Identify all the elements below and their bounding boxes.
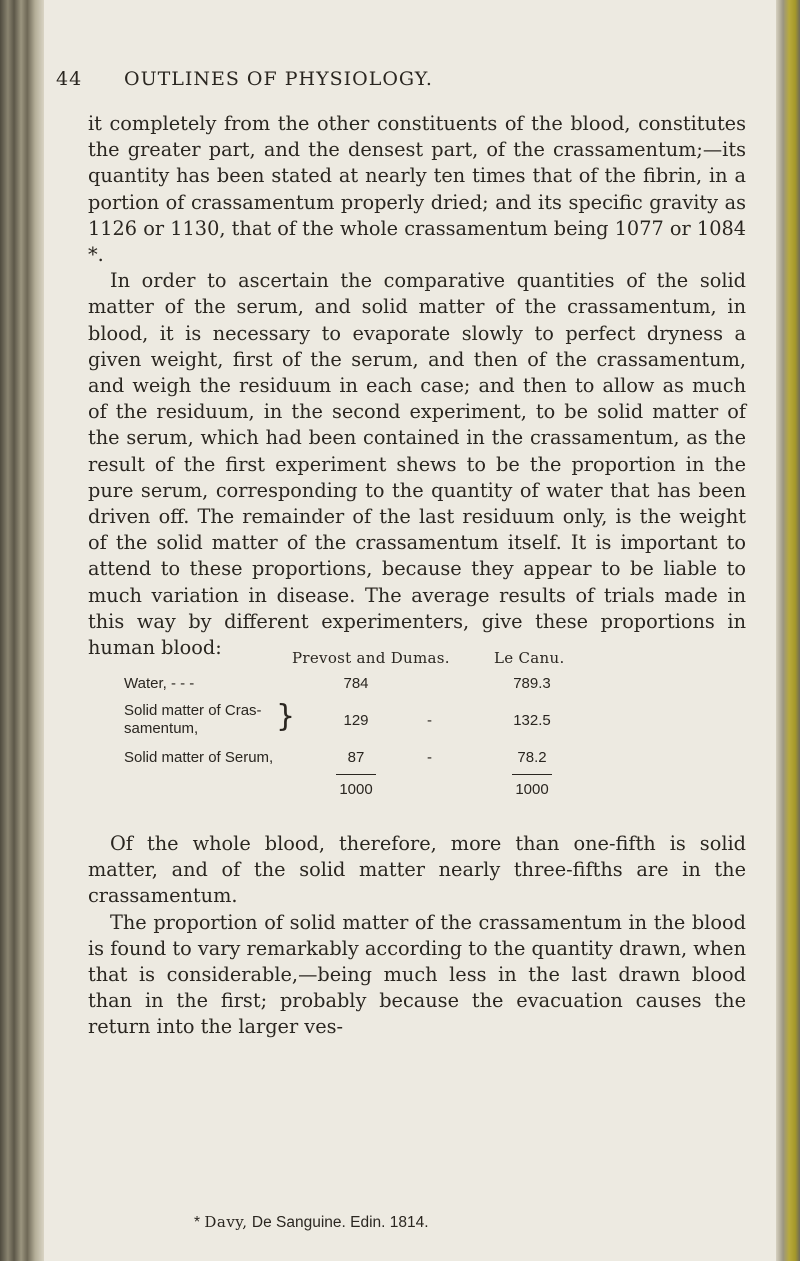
cell-water-pd: 784 (343, 675, 369, 692)
brace: } (276, 699, 296, 734)
page-header (56, 68, 756, 96)
dash: - (427, 749, 432, 766)
footnote-marker: * (194, 1214, 201, 1231)
footnote-author: Davy, (204, 1213, 248, 1231)
col-header-prevost-dumas: Prevost and Dumas. (292, 649, 450, 667)
paragraph: The proportion of solid matter of the crassamentum in the blood is found to vary remarkably according to the quantity drawn, when that is considerable,—being much less in the last drawn blood than in the first; probably because the evacuation causes the return into the larger ves- (88, 910, 746, 1039)
paragraph: Of the whole blood, therefore, more than one-fifth is solid matter, and of the solid matter nearly three-fifths are in the crassamentum. (88, 832, 746, 908)
cell-serum-pd: 87 (347, 749, 365, 766)
footnote (194, 1213, 429, 1232)
sum-rule-lc (512, 774, 552, 775)
paragraph-continued: it completely from the other constituents of the blood, constitutes the greater part, and the densest part, of the crassamentum;—its quantity has been stated at nearly ten times that of the fibrin, in a portion of crassamentum properly dried; and its specific gravity as 1126 or 1130, that of the whole crassamentum being 1077 or 1084 *. (88, 112, 746, 267)
row-label-crassamentum-2: samentum, (124, 720, 199, 737)
footnote-reference: De Sanguine. Edin. 1814. (251, 1214, 429, 1231)
row-label-water: Water, - - - (124, 675, 195, 692)
dash: - (427, 712, 432, 729)
cell-crassamentum-lc: 132.5 (513, 712, 551, 729)
body-text-top (88, 111, 746, 661)
cell-crassamentum-pd: 129 (343, 712, 369, 729)
book-spine-left (0, 0, 44, 1261)
sum-rule-pd (336, 774, 376, 775)
row-label-crassamentum-1: Solid matter of Cras- (124, 702, 262, 719)
running-title: OUTLINES OF PHYSIOLOGY. (124, 68, 433, 90)
total-lc: 1000 (515, 781, 549, 798)
cell-water-lc: 789.3 (513, 675, 551, 692)
book-page (44, 0, 776, 1261)
total-pd: 1000 (339, 781, 373, 798)
blood-composition-table (124, 649, 744, 819)
row-label-serum: Solid matter of Serum, (124, 749, 274, 766)
cell-serum-lc: 78.2 (517, 749, 547, 766)
col-header-le-canu: Le Canu. (494, 649, 565, 667)
book-edge-right (776, 0, 800, 1261)
page-number: 44 (56, 68, 83, 90)
paragraph: In order to ascertain the comparative quantities of the solid matter of the serum, and solid matter of the crassamentum, in blood, it is necessary to evaporate slowly to perfect dryness a given weight, first of the serum, and then of the crassamentum, and weigh the residuum in each case; and then to allow as much of the residuum, in the second experiment, to be solid matter of the serum, which had been contained in the crassamentum, as the result of the first experiment shews to be the proportion in the pure serum, corresponding to the quantity of water that has been driven off. The remainder of the last residuum only, is the weight of the solid matter of the crassamentum itself. It is important to attend to these proportions, because they appear to be liable to much variation in disease. The average results of trials made in this way by different experimenters, give these proportions in human blood: (88, 269, 746, 660)
body-text-bottom (88, 831, 746, 1041)
